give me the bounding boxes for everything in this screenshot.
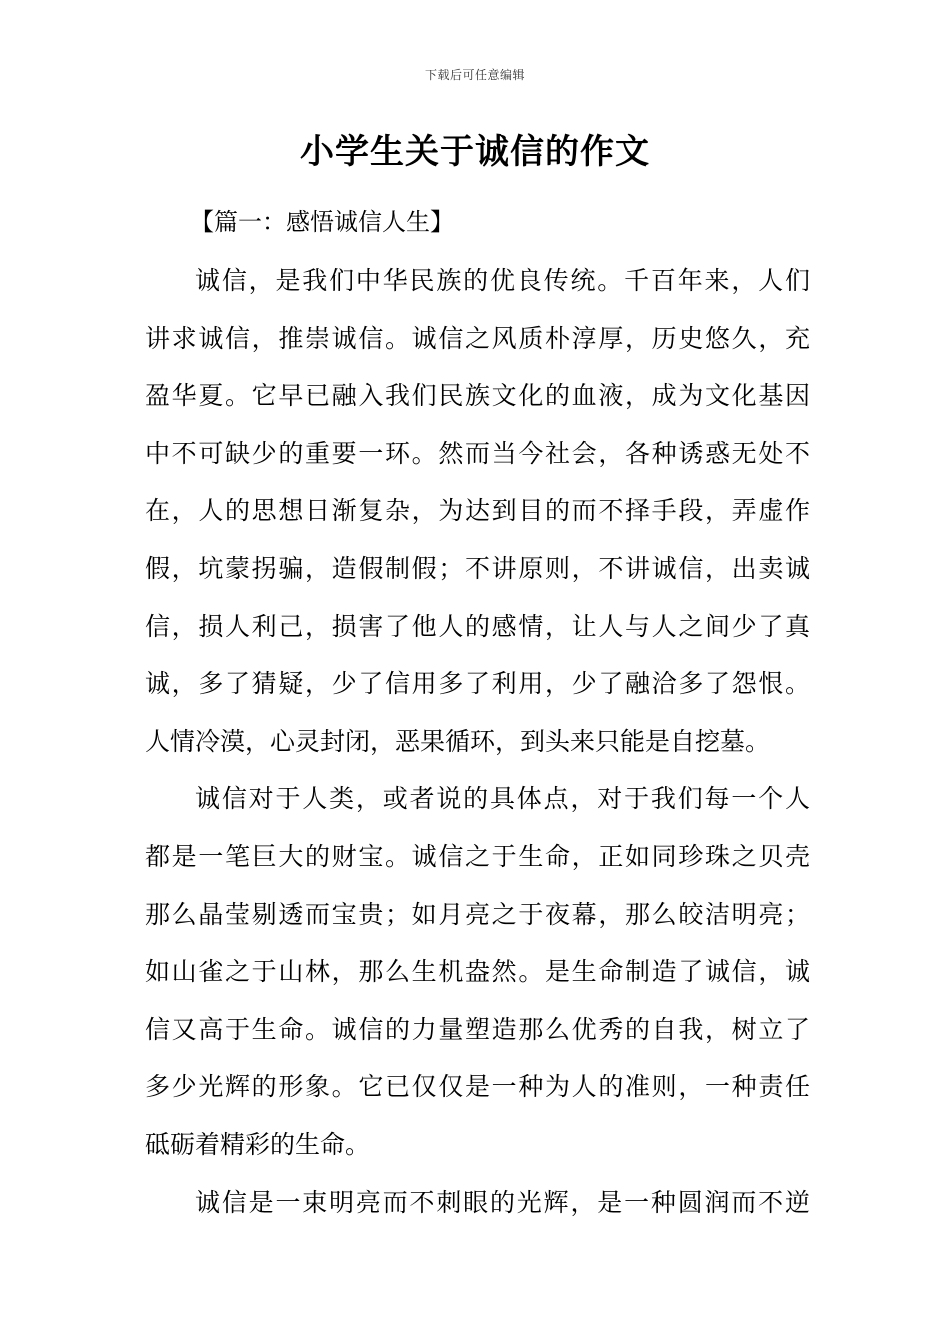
text-line: 信又高于生命。诚信的力量塑造那么优秀的自我，树立了: [145, 1014, 810, 1044]
text-line: 假，坑蒙拐骗，造假制假；不讲原则，不讲诚信，出卖诚: [145, 553, 810, 583]
text-line: 都是一笔巨大的财宝。诚信之于生命，正如同珍珠之贝壳: [145, 841, 810, 871]
paragraph-3: [145, 1174, 810, 1232]
text-line: 那么晶莹剔透而宝贵；如月亮之于夜幕，那么皎洁明亮；: [145, 899, 810, 929]
text-line: 诚信是一束明亮而不刺眼的光辉，是一种圆润而不逆: [195, 1187, 810, 1217]
text-line: 诚信对于人类，或者说的具体点，对于我们每一个人: [195, 784, 810, 814]
paragraph-2: [145, 770, 810, 1173]
text-line: 诚，多了猜疑，少了信用多了利用，少了融洽多了怨恨。: [145, 669, 810, 699]
text-line: 中不可缺少的重要一环。然而当今社会，各种诱惑无处不: [145, 438, 810, 468]
text-line: 讲求诚信，推崇诚信。诚信之风质朴淳厚，历史悠久，充: [145, 323, 810, 353]
text-line: 人情冷漠，心灵封闭，恶果循环，到头来只能是自挖墓。: [145, 726, 771, 756]
text-line: 砥砺着精彩的生命。: [145, 1129, 371, 1159]
text-line: 在，人的思想日渐复杂，为达到目的而不择手段，弄虚作: [145, 496, 810, 526]
section-heading: 【篇一：感悟诚信人生】: [190, 208, 454, 236]
body-text: [145, 252, 810, 1231]
paragraph-1: [145, 252, 810, 770]
text-line: 信，损人利己，损害了他人的感情，让人与人之间少了真: [145, 611, 810, 641]
text-line: 多少光辉的形象。它已仅仅是一种为人的准则，一种责任: [145, 1072, 810, 1102]
document-title: 小学生关于诚信的作文: [300, 132, 650, 172]
text-line: 盈华夏。它早已融入我们民族文化的血液，成为文化基因: [145, 381, 810, 411]
header-note: 下载后可任意编辑: [424, 68, 525, 82]
text-line: 如山雀之于山林，那么生机盎然。是生命制造了诚信，诚: [145, 957, 810, 987]
text-line: 诚信，是我们中华民族的优良传统。千百年来，人们: [195, 266, 810, 295]
